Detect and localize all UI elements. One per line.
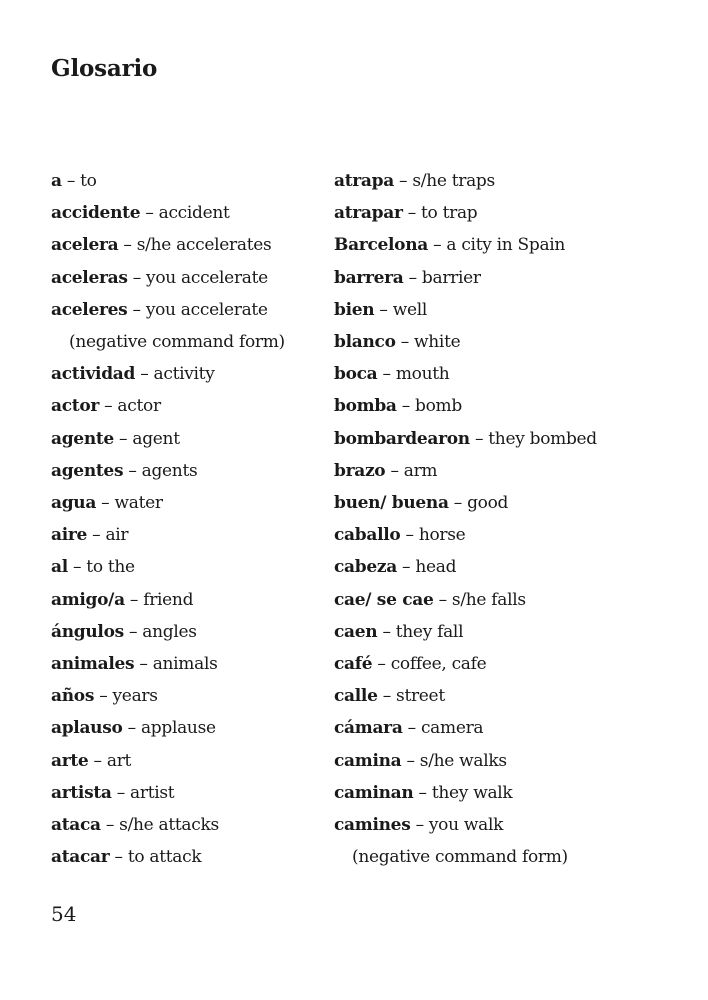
page-number: 54	[51, 902, 77, 926]
glossary-definition: – years	[94, 686, 158, 707]
glossary-term: aplauso	[51, 718, 123, 739]
glossary-term: acelera	[51, 235, 119, 256]
glossary-term: actividad	[51, 364, 136, 385]
glossary-definition: (negative command form)	[69, 332, 285, 353]
glossary-term: atrapa	[334, 171, 394, 191]
glossary-column-left	[51, 165, 326, 873]
page-title: Glosario	[51, 55, 158, 82]
glossary-definition: – water	[96, 493, 163, 514]
glossary-definition: – s/he traps	[393, 171, 495, 191]
glossary-entry	[51, 390, 326, 422]
glossary-term: bien	[334, 299, 375, 320]
glossary-definition: – to attack	[109, 847, 202, 868]
glossary-entry	[334, 648, 694, 680]
glossary-definition: – well	[374, 299, 428, 320]
glossary-entry	[334, 455, 694, 487]
glossary-term: cae/ se cae	[334, 589, 434, 610]
glossary-entry	[334, 326, 694, 358]
glossary-definition: – arm	[385, 460, 438, 481]
glossary-definition: – to	[61, 171, 97, 191]
glossary-entry	[51, 809, 326, 841]
glossary-definition: – s/he falls	[433, 589, 526, 610]
glossary-definition: – applause	[122, 718, 216, 739]
glossary-definition: – good	[448, 493, 509, 514]
glossary-entry	[51, 423, 326, 455]
glossary-definition: – agents	[123, 460, 198, 481]
glossary-definition: – barrier	[403, 267, 481, 288]
glossary-definition: – actor	[99, 396, 161, 417]
glossary-definition: – bomb	[396, 396, 462, 417]
glossary-term: camina	[334, 750, 402, 771]
glossary-definition: – s/he accelerates	[118, 235, 272, 256]
glossary-entry	[334, 294, 694, 326]
glossary-definition: – s/he attacks	[100, 815, 219, 836]
glossary-definition: – they walk	[413, 782, 513, 803]
glossary-definition: – mouth	[377, 364, 450, 385]
glossary-definition: – they fall	[377, 621, 464, 642]
glossary-definition: – artist	[111, 782, 175, 803]
glossary-entry	[334, 841, 694, 873]
glossary-term: a	[51, 171, 62, 191]
glossary-term: agua	[51, 493, 97, 514]
glossary-definition: – agent	[113, 428, 180, 449]
glossary-entry	[334, 584, 694, 616]
glossary-definition: – to trap	[402, 203, 478, 224]
glossary-entry	[51, 712, 326, 744]
glossary-term: ángulos	[51, 621, 124, 642]
glossary-term: al	[51, 557, 68, 578]
glossary-entry	[51, 519, 326, 551]
glossary-term: blanco	[334, 332, 396, 353]
glossary-term: bomba	[334, 396, 397, 417]
glossary-entry	[334, 745, 694, 777]
glossary-entry	[51, 358, 326, 390]
glossary-term: calle	[334, 686, 378, 707]
glossary-entry	[51, 616, 326, 648]
glossary-definition: – friend	[124, 589, 194, 610]
glossary-entry	[334, 165, 694, 197]
glossary-entry	[334, 423, 694, 455]
glossary-term: actor	[51, 396, 100, 417]
glossary-term: agente	[51, 428, 114, 449]
glossary-definition: – you accelerate	[127, 299, 268, 320]
glossary-entry	[51, 326, 326, 358]
glossary-term: aire	[51, 525, 88, 546]
glossary-definition: – air	[87, 525, 129, 546]
glossary-entry	[51, 229, 326, 261]
glossary-entry	[334, 680, 694, 712]
glossary-term: artista	[51, 782, 112, 803]
glossary-term: caminan	[334, 782, 414, 803]
glossary-term: caen	[334, 621, 378, 642]
glossary-term: barrera	[334, 267, 404, 288]
glossary-entry	[334, 777, 694, 809]
glossary-definition: – street	[377, 686, 445, 707]
glossary-definition: – they bombed	[469, 428, 597, 449]
glossary-definition: – head	[396, 557, 457, 578]
glossary-entry	[334, 551, 694, 583]
glossary-definition: – white	[395, 332, 461, 353]
glossary-entry	[51, 262, 326, 294]
glossary-definition: – art	[88, 750, 132, 771]
glossary-entry	[334, 616, 694, 648]
glossary-definition: – angles	[123, 621, 197, 642]
glossary-term: buen/ buena	[334, 493, 449, 514]
glossary-definition: – to the	[67, 557, 135, 578]
glossary-definition: – you accelerate	[127, 267, 268, 288]
glossary-entry	[334, 487, 694, 519]
glossary-definition: (negative command form)	[352, 847, 568, 868]
glossary-definition: – coffee, cafe	[372, 654, 487, 675]
glossary-entry	[51, 197, 326, 229]
glossary-entry	[334, 809, 694, 841]
glossary-entry	[334, 229, 694, 261]
glossary-term: cámara	[334, 718, 403, 739]
glossary-entry	[51, 841, 326, 873]
glossary-term: años	[51, 686, 95, 707]
glossary-term: boca	[334, 364, 378, 385]
glossary-entry	[334, 358, 694, 390]
glossary-entry	[51, 680, 326, 712]
glossary-term: aceleras	[51, 267, 128, 288]
glossary-entry	[51, 294, 326, 326]
glossary-entry	[334, 197, 694, 229]
glossary-term: brazo	[334, 460, 386, 481]
glossary-term: animales	[51, 654, 135, 675]
glossary-entry	[334, 519, 694, 551]
glossary-entry	[51, 777, 326, 809]
glossary-entry	[51, 455, 326, 487]
glossary-definition: – activity	[135, 364, 215, 385]
glossary-definition: – a city in Spain	[427, 235, 566, 256]
glossary-definition: – horse	[400, 525, 466, 546]
glossary-term: café	[334, 654, 373, 675]
glossary-entry	[51, 165, 326, 197]
glossary-term: accidente	[51, 203, 141, 224]
glossary-term: arte	[51, 750, 89, 771]
glossary-term: amigo/a	[51, 589, 125, 610]
glossary-definition: – animals	[134, 654, 218, 675]
glossary-term: Barcelona	[334, 235, 428, 256]
glossary-entry	[334, 262, 694, 294]
glossary-term: aceleres	[51, 299, 128, 320]
glossary-definition: – accident	[140, 203, 230, 224]
glossary-definition: – you walk	[410, 815, 504, 836]
glossary-column-right	[334, 165, 694, 873]
glossary-term: atrapar	[334, 203, 403, 224]
glossary-entry	[51, 745, 326, 777]
glossary-definition: – camera	[402, 718, 484, 739]
glossary-term: agentes	[51, 460, 124, 481]
glossary-term: atacar	[51, 847, 110, 868]
glossary-entry	[51, 487, 326, 519]
glossary-term: ataca	[51, 815, 101, 836]
glossary-entry	[51, 648, 326, 680]
glossary-term: bombardearon	[334, 428, 470, 449]
glossary-entry	[334, 390, 694, 422]
glossary-term: cabeza	[334, 557, 397, 578]
glossary-entry	[51, 584, 326, 616]
glossary-entry	[51, 551, 326, 583]
glossary-term: caballo	[334, 525, 401, 546]
glossary-term: camines	[334, 815, 411, 836]
glossary-entry	[334, 712, 694, 744]
glossary-definition: – s/he walks	[401, 750, 507, 771]
